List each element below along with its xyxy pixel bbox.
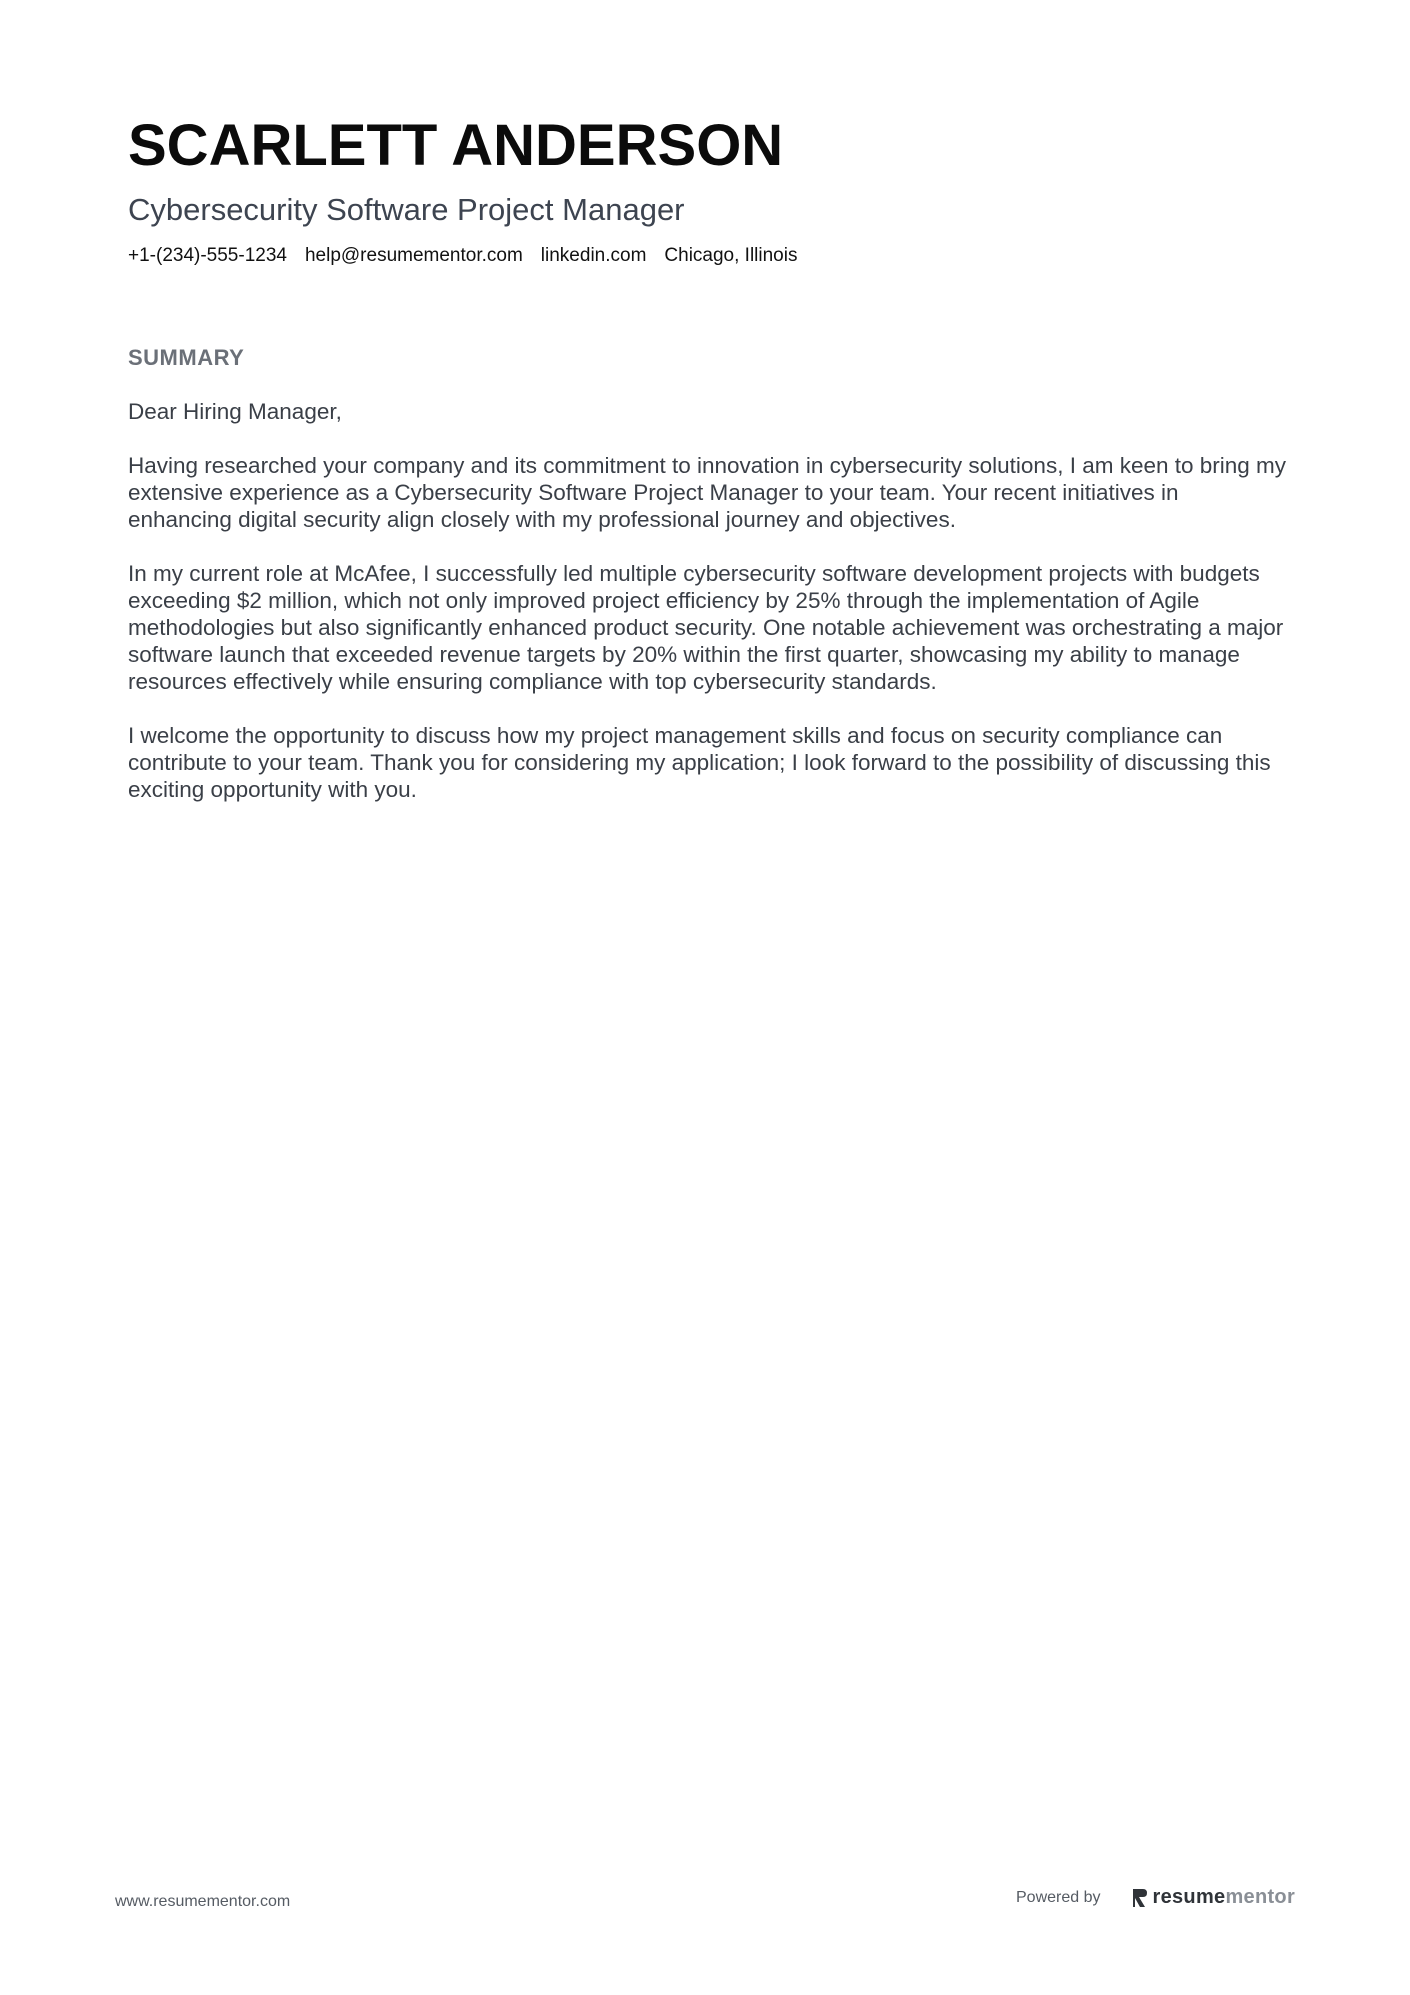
contact-email: help@resumementor.com	[304, 245, 523, 266]
contact-location: Chicago, Illinois	[664, 245, 798, 266]
footer-branding	[1016, 1886, 1295, 1909]
body-paragraph: Having researched your company and its commitment to innovation in cybersecurity solutions, I am keen to bring my extensive experience as a Cybersecurity Software Project Manager to your team. Your recent initiatives in enhancing digital security align closely with my professional journey and objectives.	[128, 453, 1287, 532]
contact-linkedin: linkedin.com	[540, 245, 647, 266]
footer-website: www.resumementor.com	[115, 1893, 291, 1910]
body-paragraph: I welcome the opportunity to discuss how my project management skills and focus on security compliance can contribute to your team. Thank you for considering my application; I look forward to the possibility of discussing this exciting opportunity with you.	[128, 723, 1271, 802]
body-paragraph: In my current role at McAfee, I successfully led multiple cybersecurity software development projects with budgets exceeding $2 million, which not only improved project efficiency by 25% through the implementation of Agile methodologies but also significantly enhanced product security. One notable achievement was orchestrating a major software launch that exceeded revenue targets by 20% within the first quarter, showcasing my ability to manage resources effectively while ensuring compliance with top cybersecurity standards.	[128, 561, 1284, 694]
contact-info	[128, 244, 1288, 268]
header	[128, 112, 1288, 268]
summary-body	[128, 398, 1288, 830]
salutation: Dear Hiring Manager,	[128, 399, 342, 424]
resumementor-logo	[1131, 1886, 1296, 1909]
summary-heading: SUMMARY	[128, 345, 245, 370]
resumementor-logo-icon	[1131, 1887, 1149, 1909]
powered-by-label: Powered by	[1016, 1888, 1101, 1906]
logo-text-resume: resume	[1152, 1886, 1226, 1908]
job-title: Cybersecurity Software Project Manager	[128, 192, 685, 227]
candidate-name: SCARLETT ANDERSON	[128, 113, 784, 178]
contact-phone: +1-(234)-555-1234	[128, 245, 287, 266]
logo-text-mentor: mentor	[1225, 1886, 1296, 1908]
